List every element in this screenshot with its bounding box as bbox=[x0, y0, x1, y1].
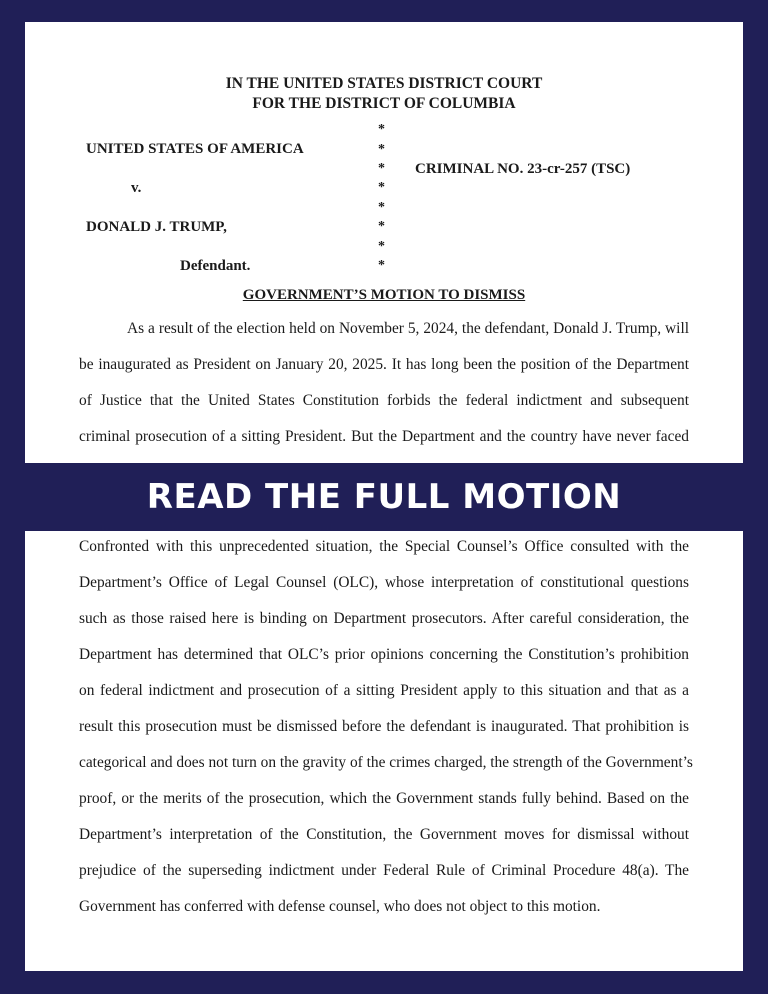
body-line: proof, or the merits of the prosecution, which the Government stands fully behind. Based on the bbox=[79, 790, 689, 807]
caption-separator: * bbox=[378, 239, 385, 254]
caption-separator: * bbox=[378, 219, 385, 234]
body-line: be inaugurated as President on January 20, 2025. It has long been the position of the Department bbox=[79, 356, 689, 373]
versus-label: v. bbox=[131, 180, 142, 196]
body-line: Department’s interpretation of the Constitution, the Government moves for dismissal without bbox=[79, 826, 689, 843]
body-line: of Justice that the United States Constitution forbids the federal indictment and subsequent bbox=[79, 392, 689, 409]
caption-separator: * bbox=[378, 142, 385, 157]
caption-separator: * bbox=[378, 161, 385, 176]
read-full-motion-banner[interactable] bbox=[0, 463, 768, 531]
body-line: categorical and does not turn on the gravity of the crimes charged, the strength of the Government’s bbox=[79, 754, 693, 771]
case-number: CRIMINAL NO. 23-cr-257 (TSC) bbox=[415, 161, 631, 177]
body-line: prejudice of the superseding indictment under Federal Rule of Criminal Procedure 48(a). The bbox=[79, 862, 689, 879]
body-line: such as those raised here is binding on Department prosecutors. After careful consideration, the bbox=[79, 610, 689, 627]
read-full-motion-label[interactable]: READ THE FULL MOTION bbox=[146, 477, 622, 517]
body-line: Department’s Office of Legal Counsel (OLC), whose interpretation of constitutional questions bbox=[79, 574, 689, 591]
body-line: As a result of the election held on November 5, 2024, the defendant, Donald J. Trump, will bbox=[127, 320, 689, 337]
body-line: criminal prosecution of a sitting President. But the Department and the country have never faced bbox=[79, 428, 689, 445]
caption-separator: * bbox=[378, 180, 385, 195]
motion-title: GOVERNMENT’S MOTION TO DISMISS bbox=[242, 287, 526, 303]
caption-separator: * bbox=[378, 122, 385, 137]
court-name-line1: IN THE UNITED STATES DISTRICT COURT bbox=[225, 75, 543, 92]
body-line: Confronted with this unprecedented situation, the Special Counsel’s Office consulted with the bbox=[79, 538, 689, 555]
defendant-name: DONALD J. TRUMP, bbox=[86, 219, 227, 235]
court-name-line2: FOR THE DISTRICT OF COLUMBIA bbox=[252, 95, 516, 112]
body-line: on federal indictment and prosecution of a sitting President apply to this situation and that as a bbox=[79, 682, 689, 699]
body-line: Department has determined that OLC’s prior opinions concerning the Constitution’s prohibition bbox=[79, 646, 689, 663]
body-line: Government has conferred with defense counsel, who does not object to this motion. bbox=[79, 898, 601, 915]
plaintiff-name: UNITED STATES OF AMERICA bbox=[86, 141, 304, 157]
caption-separator: * bbox=[378, 258, 385, 273]
defendant-label: Defendant. bbox=[180, 258, 251, 274]
body-line: result this prosecution must be dismissed before the defendant is inaugurated. That prohibition is bbox=[79, 718, 689, 735]
caption-separator: * bbox=[378, 200, 385, 215]
